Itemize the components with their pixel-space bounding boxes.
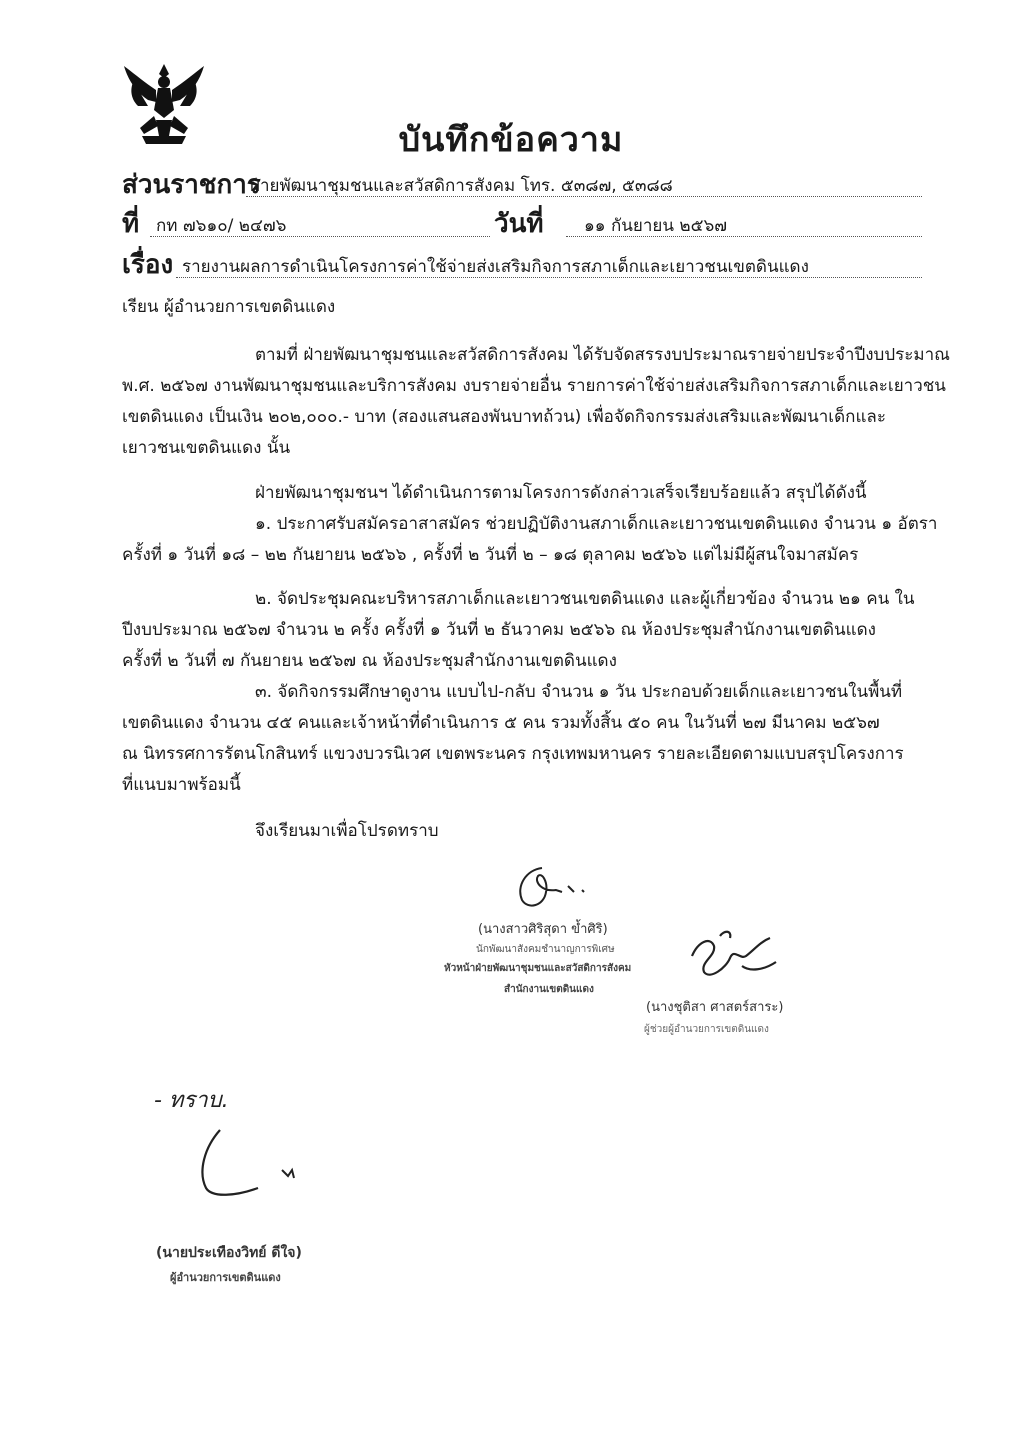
signature-1-name: (นางสาวศิริสุดา ข้ำศิริ) bbox=[478, 922, 608, 937]
signature-3-name: (นายประเทืองวิทย์ ดีใจ) bbox=[156, 1245, 302, 1261]
subject-label: เรื่อง bbox=[122, 250, 174, 280]
signature-1-position-1: นักพัฒนาสังคมชำนาญการพิเศษ bbox=[476, 944, 615, 955]
signature-1-position-2: หัวหน้าฝ่ายพัฒนาชุมชนและสวัสดิการสังคม bbox=[444, 963, 632, 974]
p2-line-1: ฝ่ายพัฒนาชุมชนฯ ได้ดำเนินการตามโครงการดังกล่าวเสร็จเรียบร้อยแล้ว สรุปได้ดังนี้ bbox=[255, 483, 867, 503]
salutation: เรียน ผู้อำนวยการเขตดินแดง bbox=[122, 297, 336, 317]
subject-dotline bbox=[176, 277, 922, 278]
date-dotline bbox=[566, 236, 922, 237]
signature-3-handwriting bbox=[196, 1124, 306, 1204]
p4-line-1: ๓. จัดกิจกรรมศึกษาดูงาน แบบไป-กลับ จำนวน ๑ วัน ประกอบด้วยเด็กและเยาวชนในพื้นที่ bbox=[255, 682, 903, 702]
p1-line-1: ตามที่ ฝ่ายพัฒนาชุมชนและสวัสดิการสังคม ได้รับจัดสรรงบประมาณรายจ่ายประจำปีงบประมาณ bbox=[255, 345, 950, 365]
p1-line-4: เยาวชนเขตดินแดง นั้น bbox=[122, 438, 291, 458]
p3-line-3: ครั้งที่ ๒ วันที่ ๗ กันยายน ๒๕๖๗ ณ ห้องประชุมสำนักงานเขตดินแดง bbox=[122, 651, 617, 671]
page-title: บันทึกข้อความ bbox=[398, 120, 624, 160]
ref-value: กท ๗๖๑๐/ ๒๔๗๖ bbox=[156, 216, 287, 236]
ref-dotline bbox=[150, 236, 490, 237]
date-label: วันที่ bbox=[494, 209, 544, 239]
agency-label: ส่วนราชการ bbox=[122, 170, 261, 200]
signature-2-position: ผู้ช่วยผู้อำนวยการเขตดินแดง bbox=[644, 1024, 769, 1035]
p1-line-3: เขตดินแดง เป็นเงิน ๒๐๒,๐๐๐.- บาท (สองแสนสองพันบาทถ้วน) เพื่อจัดกิจกรรมส่งเสริมและพัฒนาเด็กและ bbox=[122, 407, 886, 427]
p3-line-1: ๒. จัดประชุมคณะบริหารสภาเด็กและเยาวชนเขตดินแดง และผู้เกี่ยวข้อง จำนวน ๒๑ คน ใน bbox=[255, 589, 915, 609]
director-note: - ทราบ. bbox=[154, 1088, 229, 1113]
date-value: ๑๑ กันยายน ๒๕๖๗ bbox=[584, 216, 728, 236]
ref-label: ที่ bbox=[122, 209, 140, 239]
agency-value: ฝ่ายพัฒนาชุมชนและสวัสดิการสังคม โทร. ๕๓๘๗, ๕๓๘๘ bbox=[250, 176, 673, 196]
signature-2-name: (นางชุติสา ศาสตร์สาระ) bbox=[646, 1000, 784, 1015]
signature-1-position-3: สำนักงานเขตดินแดง bbox=[504, 984, 594, 995]
p2-line-2: ๑. ประกาศรับสมัครอาสาสมัคร ช่วยปฏิบัติงานสภาเด็กและเยาวชนเขตดินแดง จำนวน ๑ อัตรา bbox=[255, 514, 938, 534]
closing-line: จึงเรียนมาเพื่อโปรดทราบ bbox=[255, 821, 439, 841]
p3-line-2: ปีงบประมาณ ๒๕๖๗ จำนวน ๒ ครั้ง ครั้งที่ ๑ วันที่ ๒ ธันวาคม ๒๕๖๖ ณ ห้องประชุมสำนักงานเขตดินแดง bbox=[122, 620, 876, 640]
p1-line-2: พ.ศ. ๒๕๖๗ งานพัฒนาชุมชนและบริการสังคม งบรายจ่ายอื่น รายการค่าใช้จ่ายส่งเสริมกิจการสภาเด็กและเยาวชน bbox=[122, 376, 946, 396]
signature-2-handwriting bbox=[680, 922, 790, 992]
subject-value: รายงานผลการดำเนินโครงการค่าใช้จ่ายส่งเสริมกิจการสภาเด็กและเยาวชนเขตดินแดง bbox=[182, 257, 809, 277]
p2-line-3: ครั้งที่ ๑ วันที่ ๑๘ – ๒๒ กันยายน ๒๕๖๖ , ครั้งที่ ๒ วันที่ ๒ – ๑๘ ตุลาคม ๒๕๖๖ แต่ไม่มีผู้สนใจมาสมัคร bbox=[122, 545, 859, 565]
p4-line-2: เขตดินแดง จำนวน ๔๕ คนและเจ้าหน้าที่ดำเนินการ ๕ คน รวมทั้งสิ้น ๕๐ คน ในวันที่ ๒๗ มีนาคม ๒๕๖๗ bbox=[122, 713, 880, 733]
signature-1-handwriting bbox=[512, 862, 602, 912]
p4-line-4: ที่แนบมาพร้อมนี้ bbox=[122, 775, 241, 795]
p4-line-3: ณ นิทรรศการรัตนโกสินทร์ แขวงบวรนิเวศ เขตพระนคร กรุงเทพมหานคร รายละเอียดตามแบบสรุปโครงการ bbox=[122, 744, 904, 764]
signature-3-position: ผู้อำนวยการเขตดินแดง bbox=[170, 1271, 281, 1284]
agency-dotline bbox=[246, 196, 922, 197]
